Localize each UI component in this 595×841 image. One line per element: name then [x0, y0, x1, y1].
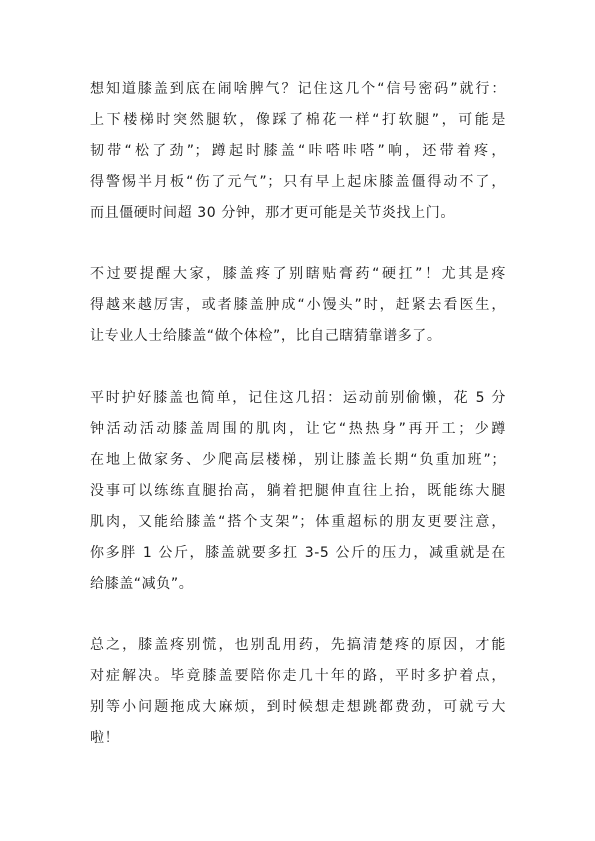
text-line: 想知道膝盖到底在闹啥脾气？记住这几个“信号密码”就行：	[90, 81, 506, 97]
text-line: 钟活动活动膝盖周围的肌肉，让它“热热身”再开工；少蹲	[90, 421, 506, 437]
text-line: 对症解决。毕竟膝盖要陪你走几十年的路，平时多护着点，	[90, 668, 506, 684]
text-line: 给膝盖“减负”。	[90, 576, 194, 592]
text-line: 韧带“松了劲”；蹲起时膝盖“咔嗒咔嗒”响，还带着疼，	[90, 143, 506, 159]
paragraph-daily-care	[90, 383, 506, 600]
text-line: 得越来越厉害，或者膝盖肿成“小馒头”时，赶紧去看医生，	[90, 297, 506, 313]
text-line: 而且僵硬时间超 30 分钟，那才更可能是关节炎找上门。	[90, 205, 455, 221]
text-line: 你多胖 1 公斤，膝盖就要多扛 3-5 公斤的压力，减重就是在	[90, 545, 506, 561]
text-line: 得警惕半月板“伤了元气”；只有早上起床膝盖僵得动不了，	[90, 174, 506, 190]
text-line: 总之，膝盖疼别慌，也别乱用药，先搞清楚疼的原因，才能	[90, 637, 506, 653]
text-line: 别等小问题拖成大麻烦，到时候想走想跳都费劲，可就亏大	[90, 699, 506, 715]
text-line: 不过要提醒大家，膝盖疼了别瞎贴膏药“硬扛”！尤其是疼	[90, 266, 506, 282]
text-line: 肌肉，又能给膝盖“搭个支架”；体重超标的朋友更要注意，	[90, 514, 506, 530]
paragraph-see-doctor	[90, 259, 506, 352]
text-line: 上下楼梯时突然腿软，像踩了棉花一样“打软腿”，可能是	[90, 112, 506, 128]
text-line: 平时护好膝盖也简单，记住这几招：运动前别偷懒，花 5 分	[90, 390, 506, 406]
text-line: 啦！	[90, 730, 120, 746]
text-line: 没事可以练练直腿抬高，躺着把腿伸直往上抬，既能练大腿	[90, 483, 506, 499]
paragraph-conclusion	[90, 630, 506, 754]
paragraph-knee-signals	[90, 74, 506, 229]
text-line: 在地上做家务、少爬高层楼梯，别让膝盖长期“负重加班”；	[90, 452, 506, 468]
text-line: 让专业人士给膝盖“做个体检”，比自己瞎猜靠谱多了。	[90, 328, 442, 344]
